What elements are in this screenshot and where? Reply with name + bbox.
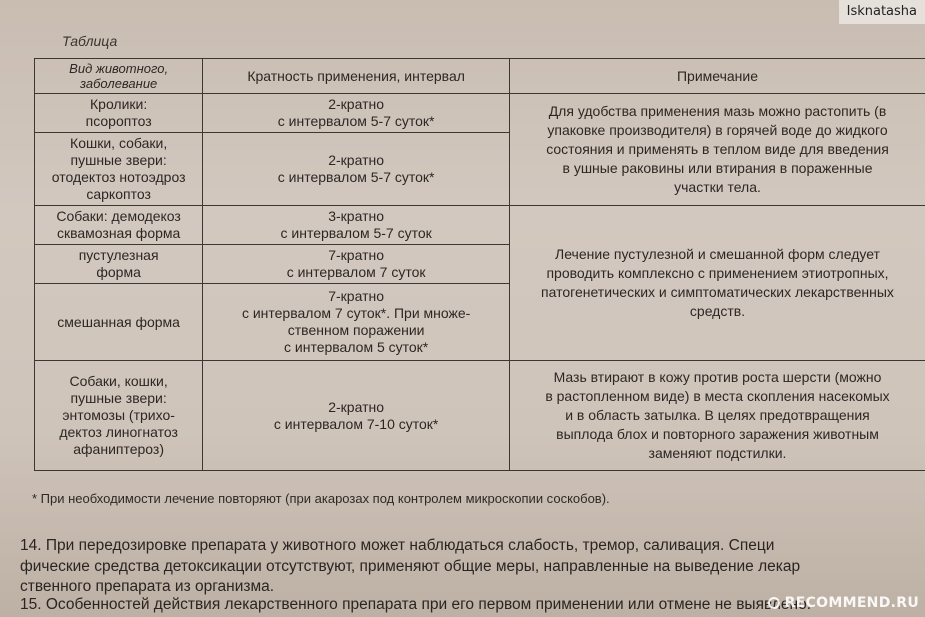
animal-cell: Кролики: псороптоз bbox=[35, 94, 203, 133]
table-row bbox=[35, 206, 925, 245]
table-row bbox=[35, 94, 925, 133]
note-cell: Лечение пустулезной и смешанной форм следует проводить комплексно с применением этиотропных, патогенетических и симптоматических лекарственных средств. bbox=[510, 206, 925, 361]
animal-cell: Кошки, собаки, пушные звери: отодектоз нотоэдроз саркоптоз bbox=[35, 133, 203, 206]
author-watermark: Isknatasha bbox=[839, 0, 925, 24]
interval-cell: 3-кратно с интервалом 5-7 суток bbox=[203, 206, 510, 245]
paragraph-line: 14. При передозировке препарата у животного может наблюдаться слабость, тремор, саливация. Специ bbox=[20, 537, 775, 554]
interval-cell: 7-кратно с интервалом 7 суток bbox=[203, 245, 510, 284]
table-header-row bbox=[35, 59, 925, 94]
interval-cell: 2-кратно с интервалом 5-7 суток* bbox=[203, 133, 510, 206]
paragraph-line: 15. Особенностей действия лекарственного препарата при его первом применении или отмене не выявлено. bbox=[20, 596, 811, 613]
animal-cell: Собаки, кошки, пушные звери: энтомозы (трихо- дектоз линогнатоз афаниптероз) bbox=[35, 361, 203, 471]
header-note: Примечание bbox=[510, 59, 925, 94]
site-watermark-text: RECOMMEND.RU bbox=[784, 595, 919, 611]
paragraph-line: ственного препарата из организма. bbox=[20, 578, 275, 595]
note-cell: Мазь втирают в кожу против роста шерсти (можно в растопленном виде) в места скопления насекомых и в область затылка. В целях предотвращения выплода блох и повторного заражения животным заменяют подстилки. bbox=[510, 361, 925, 471]
animal-cell: пустулезная форма bbox=[35, 245, 203, 284]
header-animal: Вид животного, заболевание bbox=[35, 59, 203, 94]
interval-cell: 7-кратно с интервалом 7 суток*. При множе- ственном поражении с интервалом 5 суток* bbox=[203, 284, 510, 361]
dosage-table bbox=[34, 58, 925, 471]
table-row bbox=[35, 361, 925, 471]
site-watermark bbox=[768, 595, 919, 611]
note-cell: Для удобства применения мазь можно растопить (в упаковке производителя) в горячей воде до жидкого состояния и применять в теплом виде для введения в ушные раковины или втирания в пораженные участки тела. bbox=[510, 94, 925, 206]
interval-cell: 2-кратно с интервалом 5-7 суток* bbox=[203, 94, 510, 133]
paragraph-line: фические средства детоксикации отсутствуют, применяют общие меры, направленные на выведение лекар bbox=[20, 558, 801, 575]
interval-cell: 2-кратно с интервалом 7-10 суток* bbox=[203, 361, 510, 471]
table-caption: Таблица bbox=[62, 33, 118, 49]
animal-cell: Собаки: демодекоз сквамозная форма bbox=[35, 206, 203, 245]
header-interval: Кратность применения, интервал bbox=[203, 59, 510, 94]
table-footnote: * При необходимости лечение повторяют (при акарозах под контролем микроскопии соскобов). bbox=[32, 491, 610, 506]
animal-cell: смешанная форма bbox=[35, 284, 203, 361]
recommend-logo-icon bbox=[768, 597, 780, 609]
